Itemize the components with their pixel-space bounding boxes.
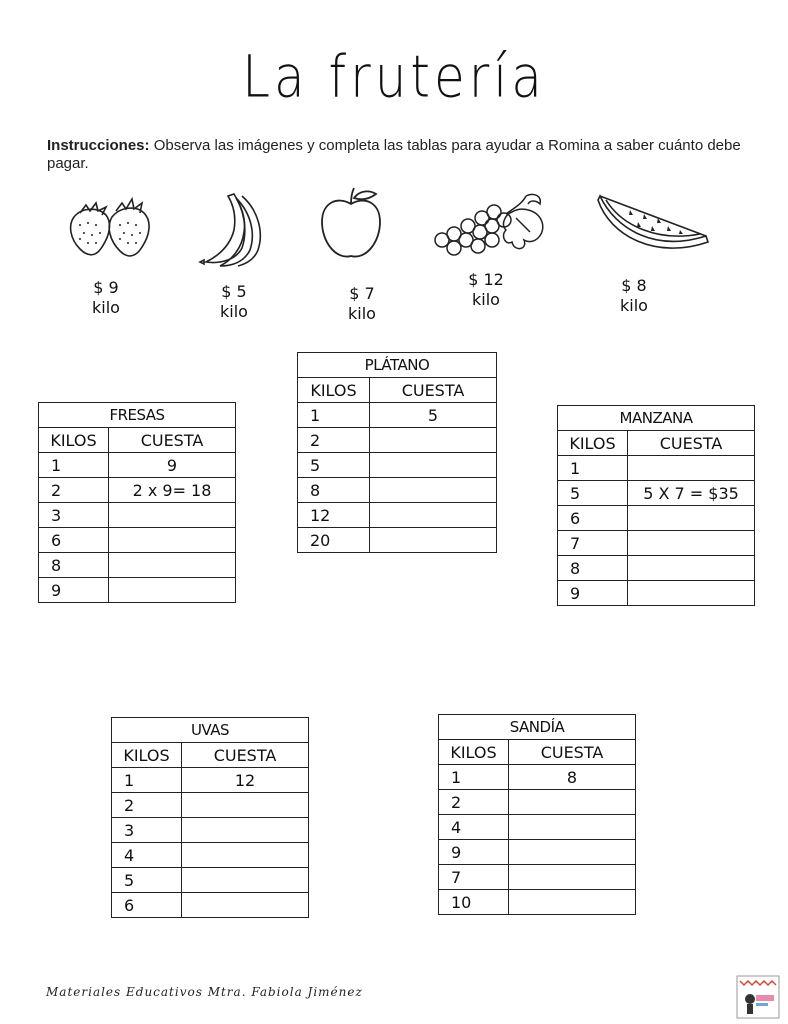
price-amount: $ 5	[221, 282, 247, 301]
cuesta-cell: 8	[509, 765, 636, 790]
price-amount: $ 12	[468, 270, 504, 289]
col-header-cuesta: CUESTA	[628, 431, 755, 456]
table-row	[558, 506, 755, 531]
price-amount: $ 8	[621, 276, 647, 295]
price-unit: kilo	[348, 304, 376, 323]
instructions-text: Observa las imágenes y completa las tablas para ayudar a Romina a saber cuánto debe pagar.	[47, 137, 741, 172]
kilos-cell: 2	[112, 793, 182, 818]
table-title: MANZANA	[558, 406, 755, 431]
kilos-cell: 6	[39, 528, 109, 553]
price-strawberry	[76, 278, 136, 318]
cuesta-cell[interactable]	[628, 506, 755, 531]
table-platano	[297, 352, 497, 553]
table-row	[39, 453, 236, 478]
table-row	[439, 865, 636, 890]
cuesta-cell[interactable]	[509, 815, 636, 840]
table-row	[112, 818, 309, 843]
kilos-cell: 5	[558, 481, 628, 506]
kilos-cell: 2	[298, 428, 370, 453]
col-header-cuesta: CUESTA	[182, 743, 309, 768]
kilos-cell: 9	[558, 581, 628, 606]
cuesta-cell[interactable]	[628, 556, 755, 581]
price-unit: kilo	[220, 302, 248, 321]
col-header-kilos: KILOS	[439, 740, 509, 765]
cuesta-cell[interactable]	[370, 528, 497, 553]
cuesta-cell[interactable]	[109, 578, 236, 603]
kilos-cell: 8	[39, 553, 109, 578]
table-sandia	[438, 714, 636, 915]
cuesta-cell[interactable]	[182, 793, 309, 818]
kilos-cell: 8	[298, 478, 370, 503]
price-unit: kilo	[620, 296, 648, 315]
cuesta-cell[interactable]	[370, 478, 497, 503]
table-row	[439, 840, 636, 865]
kilos-cell: 2	[39, 478, 109, 503]
kilos-cell: 6	[112, 893, 182, 918]
cuesta-cell[interactable]	[109, 528, 236, 553]
price-amount: $ 7	[349, 284, 375, 303]
kilos-cell: 1	[112, 768, 182, 793]
footer-credit: Materiales Educativos Mtra. Fabiola Jiménez	[46, 985, 363, 999]
cuesta-cell[interactable]	[109, 553, 236, 578]
cuesta-cell[interactable]	[509, 790, 636, 815]
table-row	[298, 478, 497, 503]
price-unit: kilo	[92, 298, 120, 317]
table-row	[558, 456, 755, 481]
instructions-label: Instrucciones:	[47, 137, 150, 154]
table-row	[298, 528, 497, 553]
price-watermelon	[604, 276, 664, 316]
col-header-cuesta: CUESTA	[370, 378, 497, 403]
kilos-cell: 5	[298, 453, 370, 478]
strawberry-icon	[66, 195, 158, 261]
col-header-kilos: KILOS	[558, 431, 628, 456]
watermelon-icon	[596, 190, 712, 254]
table-row	[558, 556, 755, 581]
table-row	[439, 815, 636, 840]
author-logo	[736, 975, 780, 1019]
table-row	[298, 428, 497, 453]
kilos-cell: 5	[112, 868, 182, 893]
table-row	[558, 481, 755, 506]
cuesta-cell: 9	[109, 453, 236, 478]
kilos-cell: 1	[39, 453, 109, 478]
table-row	[298, 453, 497, 478]
table-row	[39, 553, 236, 578]
kilos-cell: 9	[439, 840, 509, 865]
table-row	[112, 843, 309, 868]
price-amount: $ 9	[93, 278, 119, 297]
kilos-cell: 4	[112, 843, 182, 868]
table-manzana	[557, 405, 755, 606]
table-row	[112, 868, 309, 893]
cuesta-cell[interactable]	[370, 453, 497, 478]
table-row	[298, 503, 497, 528]
table-fresas	[38, 402, 236, 603]
price-grapes	[456, 270, 516, 310]
table-row	[39, 528, 236, 553]
cuesta-cell[interactable]	[182, 843, 309, 868]
cuesta-cell[interactable]	[370, 428, 497, 453]
kilos-cell: 4	[439, 815, 509, 840]
cuesta-cell[interactable]	[182, 818, 309, 843]
cuesta-cell[interactable]	[628, 531, 755, 556]
cuesta-cell[interactable]	[370, 503, 497, 528]
banana-icon	[198, 190, 270, 268]
price-apple	[332, 284, 392, 324]
table-uvas	[111, 717, 309, 918]
cuesta-cell[interactable]	[628, 581, 755, 606]
cuesta-cell[interactable]	[182, 868, 309, 893]
table-title: UVAS	[112, 718, 309, 743]
table-row	[112, 893, 309, 918]
kilos-cell: 8	[558, 556, 628, 581]
kilos-cell: 7	[439, 865, 509, 890]
kilos-cell: 1	[298, 403, 370, 428]
table-row	[39, 503, 236, 528]
table-row	[439, 890, 636, 915]
cuesta-cell: 2 x 9= 18	[109, 478, 236, 503]
table-row	[439, 790, 636, 815]
price-unit: kilo	[472, 290, 500, 309]
table-row	[439, 765, 636, 790]
table-row	[39, 578, 236, 603]
table-row	[298, 403, 497, 428]
col-header-kilos: KILOS	[112, 743, 182, 768]
cuesta-cell[interactable]	[509, 840, 636, 865]
kilos-cell: 6	[558, 506, 628, 531]
table-row	[112, 793, 309, 818]
page-title: La frutería	[242, 43, 546, 111]
kilos-cell: 2	[439, 790, 509, 815]
table-title: PLÁTANO	[298, 353, 497, 378]
price-banana	[204, 282, 264, 322]
kilos-cell: 7	[558, 531, 628, 556]
col-header-cuesta: CUESTA	[509, 740, 636, 765]
cuesta-cell[interactable]	[509, 890, 636, 915]
col-header-kilos: KILOS	[298, 378, 370, 403]
cuesta-cell[interactable]	[182, 893, 309, 918]
cuesta-cell[interactable]	[509, 865, 636, 890]
kilos-cell: 3	[39, 503, 109, 528]
kilos-cell: 1	[439, 765, 509, 790]
apple-icon	[318, 186, 384, 262]
kilos-cell: 9	[39, 578, 109, 603]
table-row	[39, 478, 236, 503]
instructions	[47, 137, 747, 173]
cuesta-cell: 5	[370, 403, 497, 428]
col-header-cuesta: CUESTA	[109, 428, 236, 453]
kilos-cell: 10	[439, 890, 509, 915]
table-row	[112, 768, 309, 793]
kilos-cell: 20	[298, 528, 370, 553]
table-title: FRESAS	[39, 403, 236, 428]
kilos-cell: 12	[298, 503, 370, 528]
table-row	[558, 531, 755, 556]
cuesta-cell: 5 X 7 = $35	[628, 481, 755, 506]
kilos-cell: 1	[558, 456, 628, 481]
table-title: SANDÍA	[439, 715, 636, 740]
col-header-kilos: KILOS	[39, 428, 109, 453]
cuesta-cell: 12	[182, 768, 309, 793]
kilos-cell: 3	[112, 818, 182, 843]
grapes-icon	[430, 190, 552, 260]
cuesta-cell[interactable]	[109, 503, 236, 528]
cuesta-cell[interactable]	[628, 456, 755, 481]
table-row	[558, 581, 755, 606]
